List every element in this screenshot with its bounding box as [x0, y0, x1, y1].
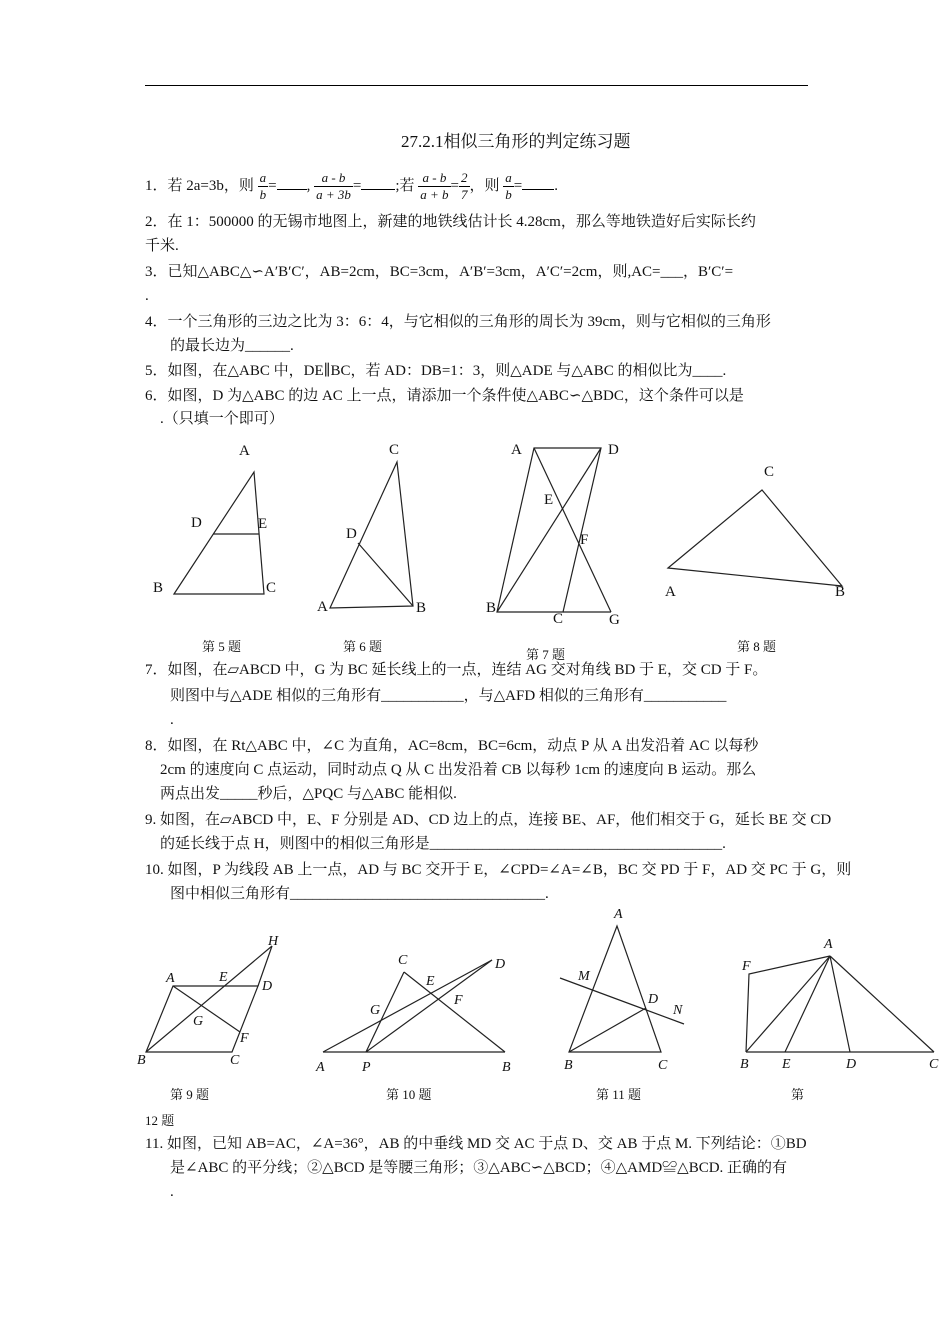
- fig10-segment-ad: [323, 960, 492, 1052]
- question-7-line2: 则图中与△ADE 相似的三角形有___________，与△AFD 相似的三角形有___________: [170, 688, 727, 704]
- fig10-label-e: E: [426, 974, 435, 989]
- fig10-segment-cb: [404, 972, 505, 1052]
- question-11-line1: 11. 如图，已知 AB=AC，∠A=36°，AB 的中垂线 MD 交 AC 于点 D、交 AB 于点 M. 下列结论：①BD: [145, 1136, 807, 1152]
- fig6-caption: 第 6 题: [343, 639, 383, 654]
- question-10-line2: 图中相似三角形有__________________________________.: [170, 886, 549, 902]
- fig10-caption: 第 10 题: [386, 1087, 432, 1102]
- question-7-line1: 7．如图，在▱ABCD 中，G 为 BC 延长线上的一点，连结 AG 交对角线 BD 于 E，交 CD 于 F。: [145, 662, 768, 678]
- fig5-label-c: C: [266, 580, 277, 596]
- fig10-label-d: D: [495, 957, 506, 972]
- fig5-label-e: E: [258, 516, 268, 532]
- fig12-segment-ab: [746, 956, 830, 1052]
- fig6-label-a: A: [317, 599, 328, 615]
- fig8-label-c: C: [764, 464, 775, 480]
- fig12-label-d: D: [846, 1057, 857, 1072]
- question-8-line2: 2cm 的速度向 C 点运动，同时动点 Q 从 C 出发沿着 CB 以每秒 1cm 的速度向 B 运动。那么: [160, 762, 757, 778]
- fig12-label-c: C: [929, 1057, 939, 1072]
- question-7-line3: .: [170, 712, 174, 728]
- fig8-label-a: A: [665, 584, 676, 600]
- fig9-label-b: B: [137, 1053, 146, 1068]
- fig12-label-b: B: [740, 1057, 749, 1072]
- fig12-segment-ad: [830, 956, 850, 1052]
- fig12-caption: 第: [791, 1087, 805, 1102]
- question-3-line1: 3．已知△ABC△∽A′B′C′，AB=2cm，BC=3cm，A′B′=3cm，A′C′=2cm，则,AC=___，B′C′=: [145, 264, 734, 280]
- fig7-label-d: D: [608, 442, 619, 458]
- figure-10: [315, 953, 511, 1075]
- question-6-line1: 6．如图，D 为△ABC 的边 AC 上一点，请添加一个条件使△ABC∽△BDC，这个条件可以是: [145, 388, 744, 404]
- question-9-line1: 9. 如图，在▱ABCD 中，E、F 分别是 AD、CD 边上的点，连接 BE、AF，他们相交于 G，延长 BE 交 CD: [145, 812, 832, 828]
- question-2-line2: 千米.: [145, 238, 179, 254]
- fig11-label-c: C: [658, 1058, 668, 1073]
- figure-9: [137, 934, 279, 1068]
- question-5: 5．如图，在△ABC 中，DE∥BC，若 AD：DB=1：3，则△ADE 与△ABC 的相似比为____.: [145, 363, 727, 379]
- question-1: 1．若 2a=3b，则 $\frac{a}{b}$ = , $\frac{a - b}{a + 3b}$ = ;若 $\frac{a - b}{a + b}$ = $\frac{2}{7}$ ，则 $\frac{a}{b}$ = .: [145, 170, 558, 202]
- question-11-line3: .: [170, 1184, 174, 1200]
- question-4-line2: 的最长边为______.: [170, 338, 294, 354]
- question-9-line2: 的延长线于点 H，则图中的相似三角形是_______________________________________.: [160, 836, 726, 852]
- fig12-segment-ae: [785, 956, 830, 1052]
- fraction-a-b: $\frac{a}{b}$: [505, 170, 512, 202]
- fig12-label-f: F: [742, 959, 751, 974]
- fig9-label-d: D: [262, 979, 273, 994]
- fig10-label-g: G: [370, 1003, 381, 1018]
- fig10-label-b: B: [502, 1060, 511, 1075]
- question-4-line1: 4．一个三角形的三边之比为 3：6：4，与它相似的三角形的周长为 39cm，则与它相似的三角形: [145, 314, 771, 330]
- fig8-label-b: B: [835, 584, 846, 600]
- fig6-label-b: B: [416, 600, 427, 616]
- fig5-caption: 第 5 题: [202, 639, 242, 654]
- fig12-caption-cont: 12 题: [145, 1113, 175, 1128]
- fig11-label-a: A: [614, 907, 623, 922]
- fig10-label-p: P: [362, 1060, 371, 1075]
- question-6-line2: .（只填一个即可）: [160, 411, 284, 427]
- fig11-label-m: M: [578, 969, 590, 984]
- figure-12: [740, 937, 939, 1072]
- fig11-caption: 第 11 题: [596, 1087, 642, 1102]
- fig11-segment-bd: [569, 1008, 646, 1052]
- fig9-label-h: H: [268, 934, 279, 949]
- fig5-label-d: D: [191, 515, 202, 531]
- question-3-line2: .: [145, 288, 149, 304]
- fig7-label-f: F: [580, 532, 589, 548]
- figure-11: [560, 907, 684, 1073]
- fig6-label-c: C: [389, 442, 400, 458]
- fig12-segment-ac: [830, 956, 934, 1052]
- fig5-label-a: A: [239, 443, 250, 459]
- fig8-caption: 第 8 题: [737, 639, 777, 654]
- fig10-label-c: C: [398, 953, 408, 968]
- fraction-expr: $\frac{a - b}{a + 3b}$: [316, 170, 351, 202]
- fig9-label-e: E: [219, 970, 228, 985]
- fig9-caption: 第 9 题: [170, 1087, 210, 1102]
- fig11-label-n: N: [673, 1003, 683, 1018]
- fig9-label-g: G: [193, 1014, 204, 1029]
- question-2-line1: 2．在 1：500000 的无锡市地图上，新建的地铁线估计长 4.28cm，那么等地铁造好后实际长约: [145, 214, 756, 230]
- fig11-label-d: D: [648, 992, 659, 1007]
- question-8-line1: 8．如图，在 Rt△ABC 中，∠C 为直角，AC=8cm，BC=6cm，动点 P 从 A 出发沿着 AC 以每秒: [145, 738, 759, 754]
- fig9-label-f: F: [240, 1031, 249, 1046]
- fig5-label-b: B: [153, 580, 164, 596]
- page-title: 27.2.1相似三角形的判定练习题: [401, 132, 631, 151]
- fig12-label-a: A: [824, 937, 833, 952]
- question-8-line3: 两点出发_____秒后，△PQC 与△ABC 能相似.: [160, 786, 457, 802]
- fig9-segment-af: [173, 986, 240, 1032]
- fig7-label-e: E: [544, 492, 554, 508]
- fig11-triangle: [569, 926, 661, 1052]
- fig11-label-b: B: [564, 1058, 573, 1073]
- fig7-caption: 第 7 题: [526, 647, 566, 662]
- fig7-label-a: A: [511, 442, 522, 458]
- fig7-label-c: C: [553, 611, 564, 627]
- fig12-label-e: E: [782, 1057, 791, 1072]
- question-10-line1: 10. 如图，P 为线段 AB 上一点，AD 与 BC 交开于 E，∠CPD=∠A=∠B，BC 交 PD 于 F，AD 交 PC 于 G，则: [145, 862, 852, 878]
- question-11-line2: 是∠ABC 的平分线；②△BCD 是等腰三角形；③△ABC∽△BCD；④△AMD≌△BCD. 正确的有: [170, 1160, 788, 1176]
- fraction-a-b: $\frac{a}{b}$: [259, 170, 267, 202]
- fig10-label-a: A: [316, 1060, 325, 1075]
- fig10-label-f: F: [454, 993, 463, 1008]
- fraction-value: $\frac{2}{7}$: [461, 170, 468, 202]
- fig6-label-d: D: [346, 526, 357, 542]
- fig9-label-a: A: [166, 971, 175, 986]
- fig11-perpendicular-mn: [560, 978, 684, 1024]
- q1-prefix: 1．若 2a=3b，则: [145, 177, 254, 194]
- fig7-label-g: G: [609, 612, 620, 628]
- fraction-expr: $\frac{a - b}{a + b}$: [420, 170, 449, 202]
- fig9-label-c: C: [230, 1053, 240, 1068]
- fig7-label-b: B: [486, 600, 497, 616]
